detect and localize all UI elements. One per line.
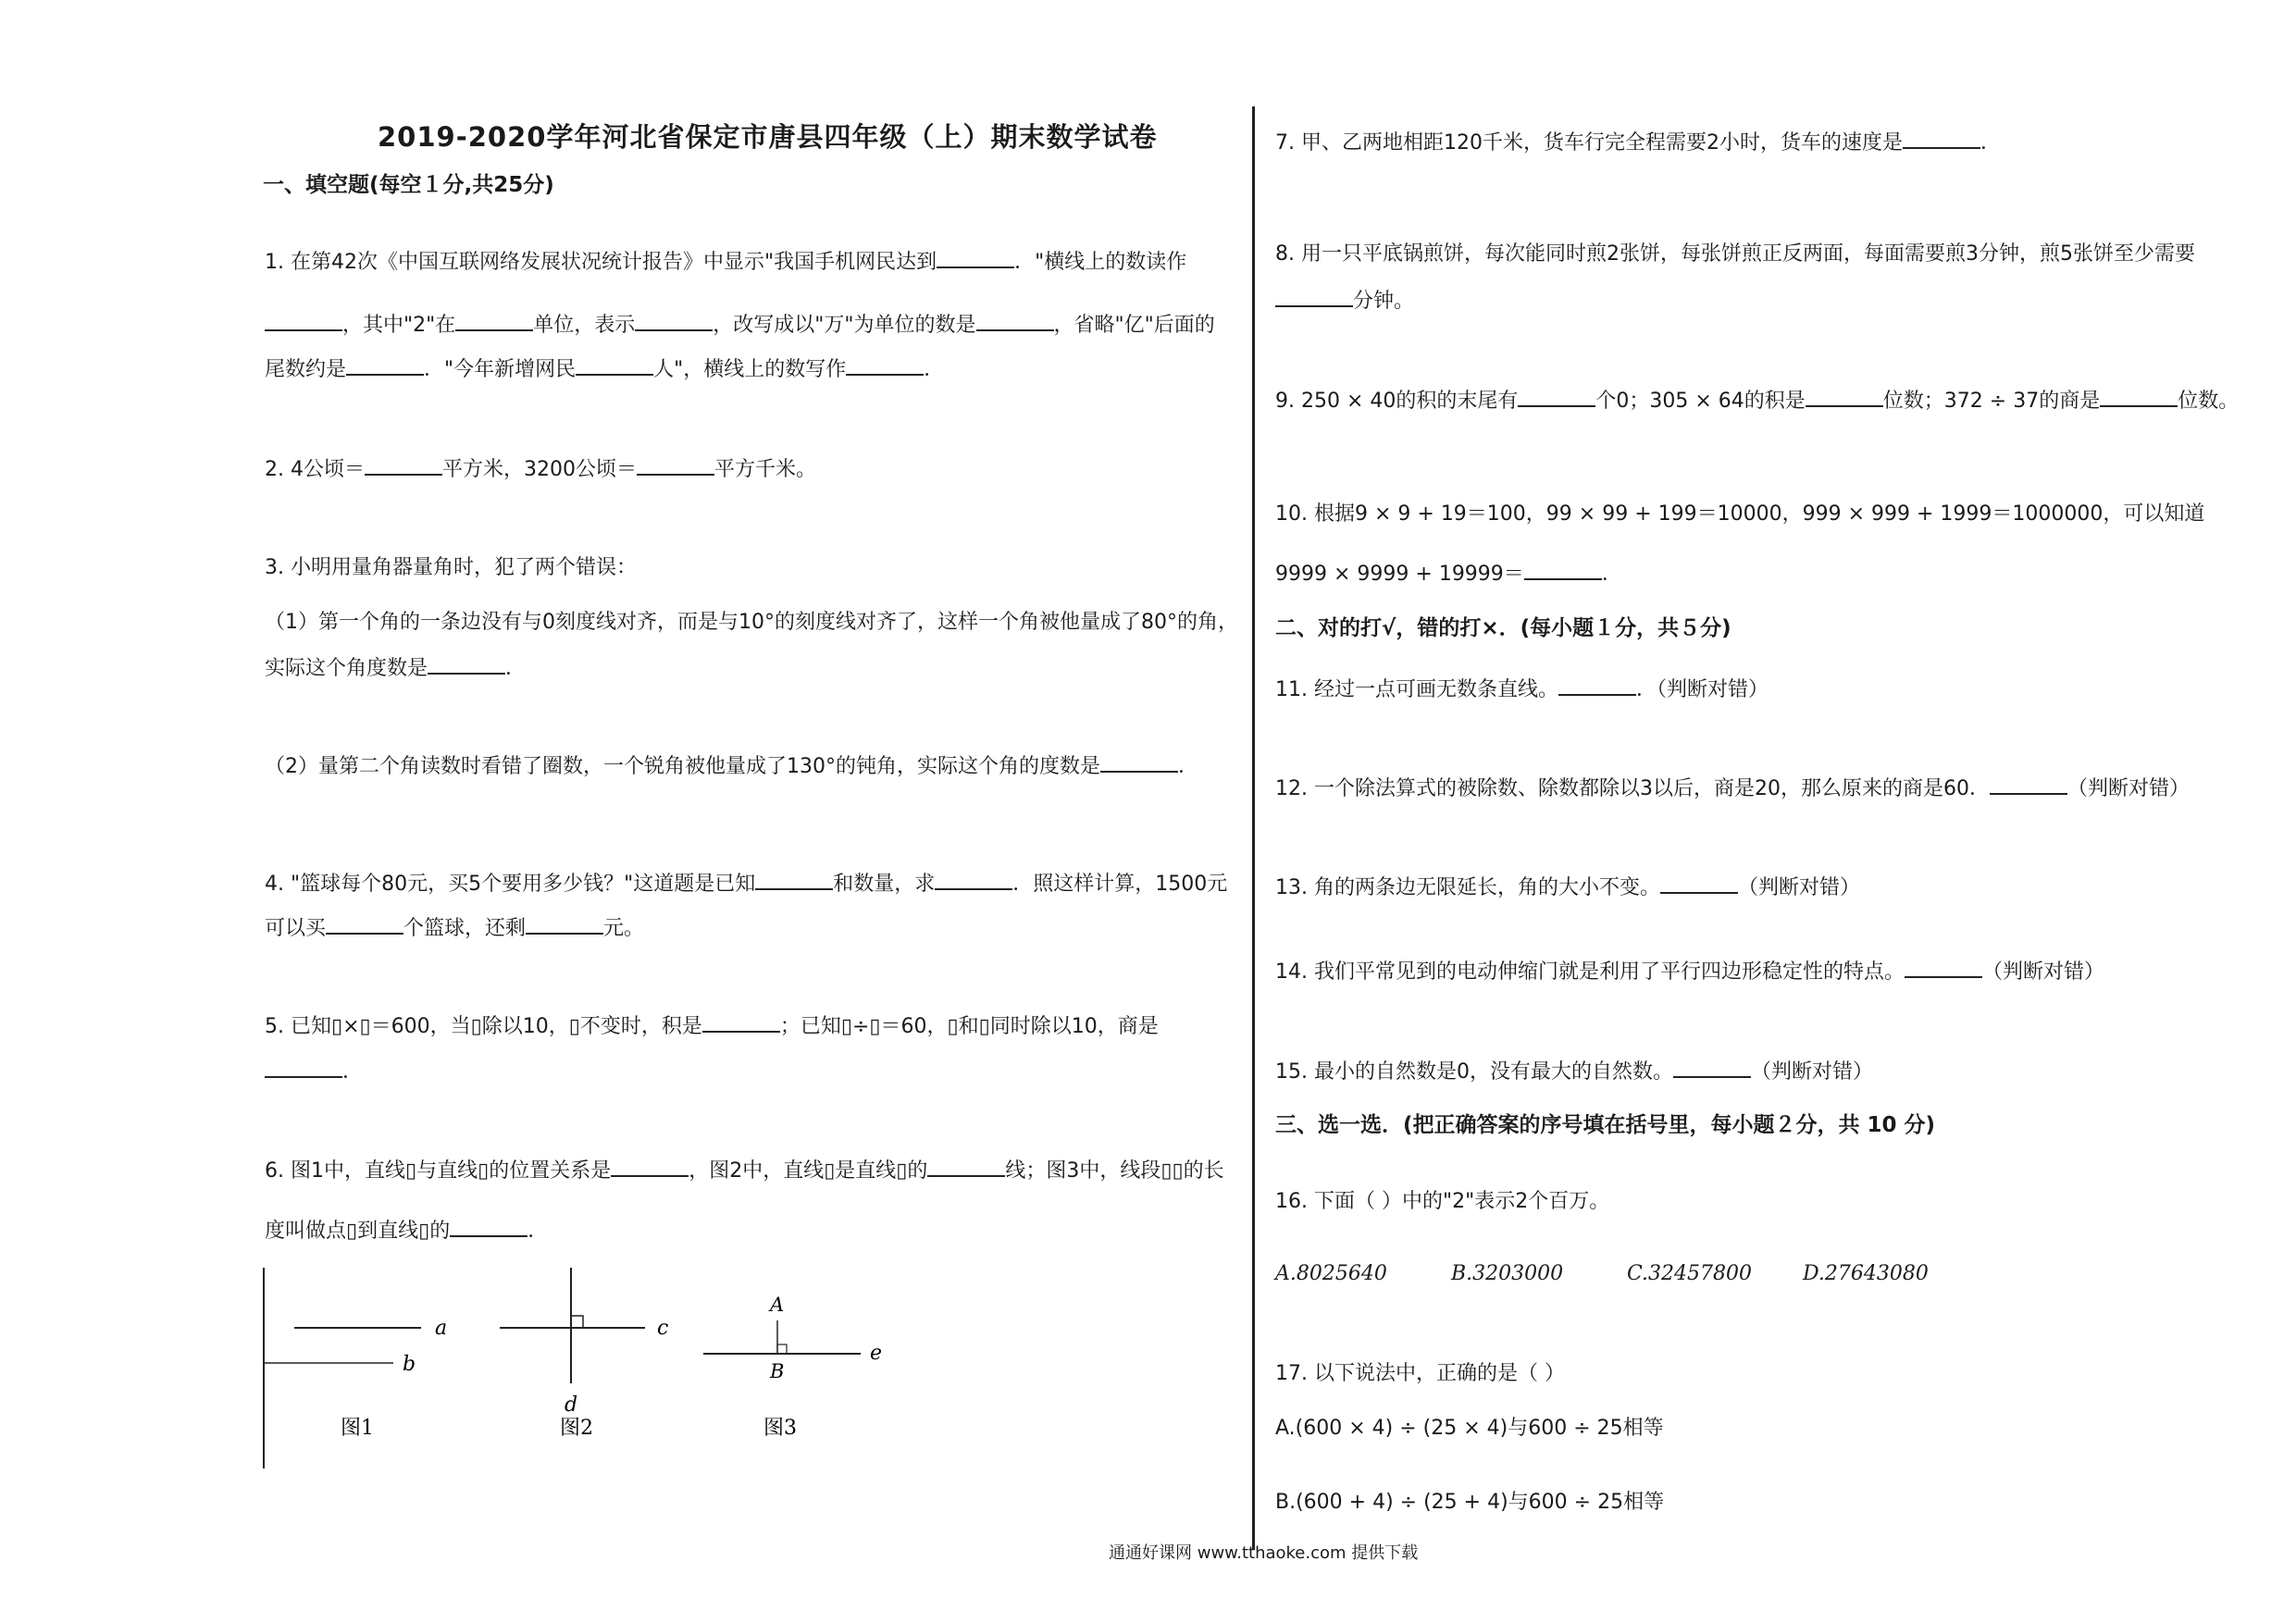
question-3-part-2 <box>265 752 1198 780</box>
q4-text-e: 个篮球，还剩 <box>403 917 527 940</box>
q4-blank-1[interactable] <box>755 870 833 890</box>
question-3-part-1-line-1: （1）第一个角的一条边没有与0刻度线对齐，而是与10°的刻度线对齐了，这样一个角被他量成了80°的角， <box>265 611 1238 634</box>
q1-text-h: ．"今年新增网民 <box>424 358 577 381</box>
q3-blank-2[interactable] <box>1100 752 1178 773</box>
q1-blank-2[interactable] <box>265 311 342 331</box>
q9-blank-1[interactable] <box>1518 387 1595 407</box>
q1-text-c: ，其中"2"在 <box>342 314 456 337</box>
q3-text-d: （2）量第二个角读数时看错了圈数，一个锐角被他量成了130°的钝角，实际这个角的度数是 <box>265 755 1100 778</box>
column-divider <box>1252 106 1255 1550</box>
q4-blank-3[interactable] <box>326 914 403 935</box>
q9-text-d: 位数。 <box>2178 390 2240 413</box>
q6-text-a: 6. 图1中，直线▯与直线▯的位置关系是 <box>265 1159 612 1183</box>
question-5-line-1 <box>265 1012 1159 1040</box>
question-15 <box>1275 1058 1873 1085</box>
q16-option-c[interactable]: C.32457800 <box>1627 1262 1753 1285</box>
question-6-figures <box>259 1263 907 1476</box>
q3-text-e: ． <box>1178 755 1199 778</box>
label-e: e <box>870 1342 883 1365</box>
q1-blank-7[interactable] <box>576 355 653 376</box>
question-1-line-1 <box>265 248 1186 276</box>
q1-text-b: ．"横线上的数读作 <box>1014 251 1187 274</box>
q17-option-a[interactable]: A.(600 × 4) ÷ (25 × 4)与600 ÷ 25相等 <box>1275 1417 1664 1440</box>
question-6-line-1 <box>265 1157 1224 1184</box>
q6-text-e: ． <box>527 1220 549 1243</box>
q16-option-d[interactable]: D.27643080 <box>1803 1262 1929 1285</box>
q15-text-a: 15. 最小的自然数是0，没有最大的自然数。 <box>1275 1060 1673 1084</box>
q7-blank-1[interactable] <box>1903 129 1980 149</box>
figure-2-caption: 图2 <box>560 1417 593 1440</box>
q1-text-j: ． <box>924 358 945 381</box>
q5-text-b: ；已知▯÷▯＝60，▯和▯同时除以10，商是 <box>779 1015 1159 1038</box>
q2-text-c: 平方千米。 <box>714 458 816 481</box>
q7-text-b: ． <box>1980 131 2001 155</box>
q12-text-b: （判断对错） <box>2066 777 2190 800</box>
q8-blank-1[interactable] <box>1275 287 1353 307</box>
q15-text-b: （判断对错） <box>1750 1060 1873 1084</box>
right-angle-mark-figure-2 <box>571 1316 583 1328</box>
q9-text-b: 个0；305 × 64的积是 <box>1595 390 1806 413</box>
q6-text-b: ，图2中，直线▯是直线▯的 <box>689 1159 928 1183</box>
label-b: b <box>403 1353 416 1376</box>
label-A: A <box>770 1294 785 1316</box>
q1-text-f: ，省略"亿"后面的 <box>1053 314 1215 337</box>
question-16-stem: 16. 下面（ ）中的"2"表示2个百万。 <box>1275 1190 1610 1213</box>
q4-text-c: ．照这样计算，1500元 <box>1012 873 1228 896</box>
q4-text-d: 可以买 <box>265 917 327 940</box>
figure-1-caption: 图1 <box>341 1417 374 1440</box>
section-3-heading: 三、选一选．(把正确答案的序号填在括号里，每小题２分，共 10 分) <box>1275 1113 1936 1137</box>
q1-blank-5[interactable] <box>976 311 1054 331</box>
q10-blank-1[interactable] <box>1524 560 1602 580</box>
q1-text-a: 1. 在第42次《中国互联网络发展状况统计报告》中显示"我国手机网民达到 <box>265 251 937 274</box>
q12-blank-1[interactable] <box>1990 774 2067 795</box>
section-2-heading: 二、对的打√，错的打×．(每小题１分，共５分) <box>1275 616 1731 640</box>
q9-text-c: 位数；372 ÷ 37的商是 <box>1882 390 2101 413</box>
right-angle-mark-figure-3 <box>777 1344 787 1354</box>
question-10-line-2 <box>1275 560 1622 588</box>
question-5-line-2 <box>265 1058 363 1085</box>
q14-blank-1[interactable] <box>1905 958 1982 978</box>
q13-text-b: （判断对错） <box>1737 876 1860 899</box>
q10-text-c: ． <box>1601 563 1622 586</box>
label-c: c <box>657 1317 669 1340</box>
q1-blank-1[interactable] <box>937 248 1014 268</box>
q5-text-c: ． <box>342 1060 364 1084</box>
question-1-line-3 <box>265 355 944 383</box>
question-17-stem: 17. 以下说法中，正确的是（ ） <box>1275 1362 1565 1385</box>
q6-text-d: 度叫做点▯到直线▯的 <box>265 1220 451 1243</box>
q1-text-e: ，改写成以"万"为单位的数是 <box>713 314 976 337</box>
q2-blank-1[interactable] <box>365 455 442 476</box>
q2-blank-2[interactable] <box>637 455 714 476</box>
q1-text-d: 单位，表示 <box>533 314 636 337</box>
footer-credit: 通通好课网 www.tthaoke.com 提供下载 <box>1109 1543 1419 1563</box>
q3-text-b: 实际这个角度数是 <box>265 657 428 680</box>
q8-text-b: 分钟。 <box>1353 290 1415 313</box>
q1-blank-3[interactable] <box>455 311 533 331</box>
q5-blank-2[interactable] <box>265 1058 342 1078</box>
question-12 <box>1275 774 2190 802</box>
q13-text-a: 13. 角的两条边无限延长，角的大小不变。 <box>1275 876 1660 899</box>
question-9 <box>1275 387 2239 415</box>
q14-text-a: 14. 我们平常见到的电动伸缩门就是利用了平行四边形稳定性的特点。 <box>1275 960 1905 984</box>
q9-text-a: 9. 250 × 40的积的末尾有 <box>1275 390 1519 413</box>
q2-text-b: 平方米，3200公顷＝ <box>441 458 637 481</box>
q10-text-b: 9999 × 9999 + 19999＝ <box>1275 563 1524 586</box>
q1-blank-6[interactable] <box>346 355 424 376</box>
page-title: 2019-2020学年河北省保定市唐县四年级（上）期末数学试卷 <box>378 121 1158 153</box>
q12-text-a: 12. 一个除法算式的被除数、除数都除以3以后，商是20，那么原来的商是60． <box>1275 777 1990 800</box>
q11-blank-1[interactable] <box>1558 675 1636 696</box>
q1-text-i: 人"，横线上的数写作 <box>653 358 847 381</box>
q6-blank-3[interactable] <box>450 1217 527 1237</box>
q9-blank-3[interactable] <box>2100 387 2178 407</box>
q4-blank-2[interactable] <box>935 870 1012 890</box>
question-6-line-2 <box>265 1217 548 1245</box>
question-14 <box>1275 958 2104 985</box>
q5-blank-1[interactable] <box>702 1012 780 1033</box>
question-7 <box>1275 129 2001 156</box>
section-1-heading: 一、填空题(每空１分,共25分) <box>263 173 554 197</box>
q14-text-b: （判断对错） <box>1981 960 2104 984</box>
label-B: B <box>770 1360 785 1382</box>
label-d: d <box>565 1394 578 1417</box>
q4-text-b: 和数量，求 <box>833 873 936 896</box>
q2-text-a: 2. 4公顷＝ <box>265 458 365 481</box>
q4-blank-4[interactable] <box>526 914 603 935</box>
q16-option-a[interactable]: A.8025640 <box>1275 1262 1387 1285</box>
question-13 <box>1275 873 1860 901</box>
q3-blank-1[interactable] <box>428 654 505 675</box>
question-8-line-1: 8. 用一只平底锅煎饼，每次能同时煎2张饼，每张饼煎正反两面，每面需要煎3分钟，煎5张饼至少需要 <box>1275 242 2195 266</box>
question-2 <box>265 455 816 483</box>
q15-blank-1[interactable] <box>1673 1058 1751 1078</box>
q4-text-f: 元。 <box>603 917 645 940</box>
q16-option-b[interactable]: B.3203000 <box>1451 1262 1564 1285</box>
q1-blank-4[interactable] <box>635 311 713 331</box>
q17-option-b[interactable]: B.(600 + 4) ÷ (25 + 4)与600 ÷ 25相等 <box>1275 1491 1665 1514</box>
q11-text-a: 11. 经过一点可画无数条直线。 <box>1275 678 1558 701</box>
q4-text-a: 4. "篮球每个80元，买5个要用多少钱？"这道题是已知 <box>265 873 756 896</box>
question-4-line-2 <box>265 914 644 942</box>
question-1-line-2 <box>265 311 1215 339</box>
question-3-part-1-line-2 <box>265 654 526 682</box>
q9-blank-2[interactable] <box>1806 387 1883 407</box>
q6-blank-1[interactable] <box>611 1157 689 1177</box>
q3-text-c: ． <box>505 657 527 680</box>
q11-text-b: ．（判断对错） <box>1635 678 1769 701</box>
q7-text-a: 7. 甲、乙两地相距120千米，货车行完全程需要2小时，货车的速度是 <box>1275 131 1903 155</box>
question-11 <box>1275 675 1769 703</box>
label-a: a <box>435 1317 448 1340</box>
question-3-intro: 3. 小明用量角器量角时，犯了两个错误： <box>265 556 637 579</box>
q6-text-c: 线；图3中，线段▯▯的长 <box>1005 1159 1224 1183</box>
figure-3-caption: 图3 <box>763 1417 797 1440</box>
question-4-line-1 <box>265 870 1227 898</box>
q5-text-a: 5. 已知▯×▯＝600，当▯除以10，▯不变时，积是 <box>265 1015 702 1038</box>
q1-blank-8[interactable] <box>846 355 924 376</box>
q13-blank-1[interactable] <box>1660 873 1738 894</box>
q1-text-g: 尾数约是 <box>265 358 347 381</box>
question-8-line-2 <box>1275 287 1414 315</box>
question-10-line-1: 10. 根据9 × 9 + 19＝100，99 × 99 + 199＝10000，999 × 999 + 1999＝1000000，可以知道 <box>1275 502 2205 526</box>
q6-blank-2[interactable] <box>927 1157 1005 1177</box>
